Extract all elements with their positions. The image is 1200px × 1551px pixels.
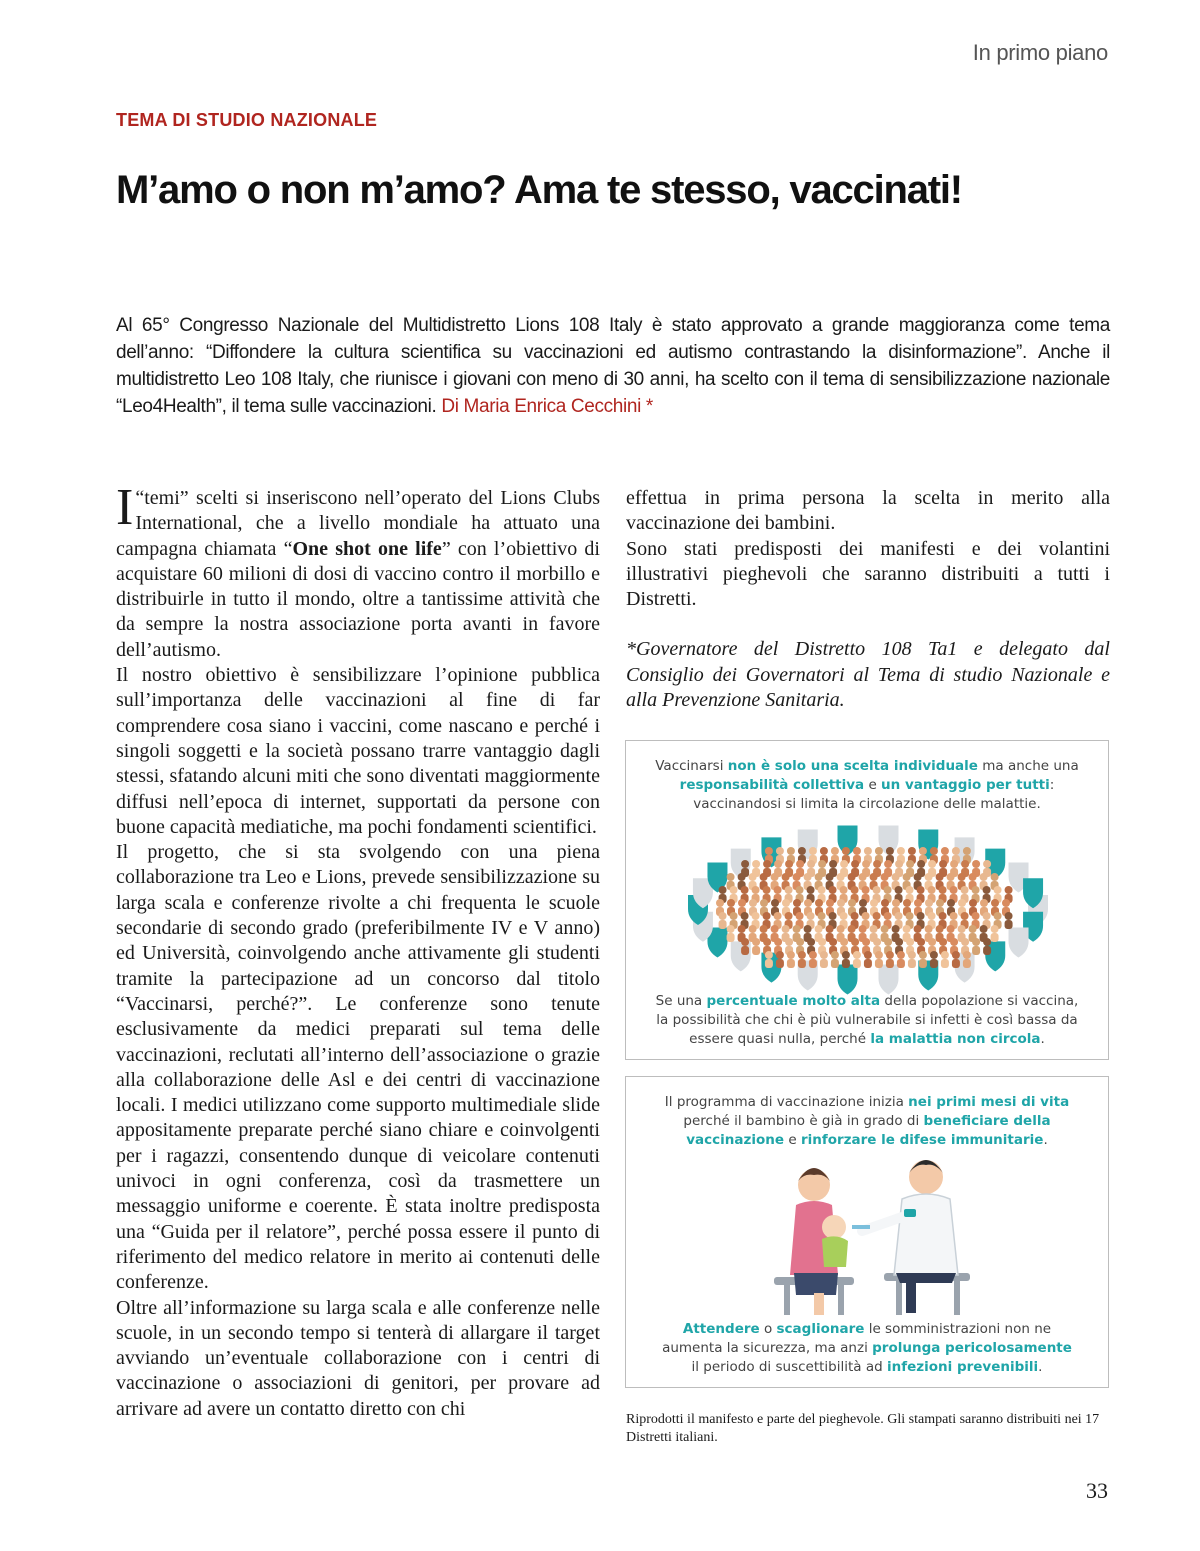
shield-icon <box>731 941 751 971</box>
poster-manifesto <box>625 740 1109 1060</box>
drop-cap: I <box>116 479 134 536</box>
stethoscope <box>904 1209 916 1217</box>
article-column-right <box>626 486 1110 713</box>
crowd-person <box>908 951 916 968</box>
article-title: M’amo o non m’amo? Ama te stesso, vaccinati! <box>116 168 962 212</box>
page-number: 33 <box>1086 1478 1108 1503</box>
paragraph-3: Il progetto, che si sta svolgendo con una piena collaborazione tra Leo e Lions, prevede sensibilizzazione su larga scala e conferenze rivolte a chi frequenta le scuole secondarie di secondo grado (preferibilmente IV e V anno) ed Università, coinvolgendo anche attivamente gli studenti tramite la partecipazione ad un concorso dal titolo “Vaccinarsi, perché?”. Le conferenze sono tenute esclusivamente da medici preparati sul tema delle vaccinazioni, reclutati all’interno dell’associazione o grazie alla collaborazione delle Asl e dei centri di vaccinazione locali. I medici utilizzano come supporto multimediale slide appositamente preparate perché siano chiare e coinvolgenti per i ragazzi, consentendo dunque di veicolare contenuti univoci in ogni conferenza, così da trasmettere un messaggio uniforme e coerente. È stata inoltre predisposta una “Guida per il relatore”, perché possa essere il punto di riferimento del medico relatore in merito ai contenuti delle conferenze. <box>116 841 600 1294</box>
crowd-person <box>941 951 949 968</box>
paragraph-4-continued: effettua in prima persona la scelta in merito alla vaccinazione dei bambini. <box>626 487 1110 535</box>
crowd-person <box>930 951 938 968</box>
crowd-person <box>798 951 806 968</box>
shield-icon <box>838 964 858 994</box>
paragraph-1 <box>116 479 600 663</box>
crowd-person <box>864 951 872 968</box>
poster-1-top-text: Vaccinarsi non è solo una scelta individuale ma anche una responsabilità collettiva e un vantaggio per tutti: vaccinandosi si limita la circolazione delle malattie. <box>655 758 1079 812</box>
syringe <box>852 1225 870 1229</box>
crowd-person <box>719 912 727 929</box>
crowd-person <box>853 951 861 968</box>
crowd-person <box>809 951 817 968</box>
crowd-person <box>831 951 839 968</box>
paragraph-5: Sono stati predisposti dei manifesti e dei volantini illustrativi pieghevoli che saranno distribuiti a tutti i Distretti. <box>626 537 1110 611</box>
article-kicker: TEMA DI STUDIO NAZIONALE <box>116 110 378 130</box>
article-column-left <box>116 479 600 1422</box>
baby-body <box>822 1236 848 1267</box>
crowd-person <box>787 951 795 968</box>
article-lead <box>116 312 1110 420</box>
author-note: *Governatore del Distretto 108 Ta1 e delegato dal Consiglio dei Governatori al Tema di studio Nazionale e alla Prevenzione Sanitaria. <box>626 638 1110 712</box>
figure-caption: Riprodotti il manifesto e parte del pieghevole. Gli stampati saranno distribuiti nei 17 Distretti italiani. <box>626 1412 1100 1445</box>
paragraph-4: Oltre all’informazione su larga scala e alle conferenze nelle scuole, in un secondo tempo si tenterà di allargare il target avviando un’eventuale collaborazione con i centri di vaccinazione o associazioni di genitori, per provare ad arrivare ad avere un contatto diretto con chi <box>116 1296 600 1420</box>
crowd-person <box>919 951 927 968</box>
poster-2-bottom-text: Attendere o scaglionare le somministrazioni non ne aumenta la sicurezza, ma anzi prolunga pericolosamente il periodo di suscettibilità ad infezioni prevenibili. <box>662 1321 1072 1375</box>
crowd-person <box>875 951 883 968</box>
paragraph-1-text-b: ” con l’obiettivo di acquistare 60 milioni di dosi di vaccino contro il morbillo e distribuirle in tutto il mondo, oltre a tantissime attività che da sempre la nostra associazione porta avanti in favore dell’autismo. <box>116 537 600 661</box>
lead-text: Al 65° Congresso Nazionale del Multidistretto Lions 108 Italy è stato approvato a grande maggioranza come tema dell’anno: “Diffondere la cultura scientifica su vaccinazioni ed autismo contrastando la disinformazione”. Anche il multidistretto Leo 108 Italy, che riunisce i giovani con meno di 30 anni, ha scelto con il tema di sensibilizzazione nazionale “Leo4Health”, il tema sulle vaccinazioni. <box>116 315 1110 417</box>
campaign-name: One shot one life <box>292 537 442 560</box>
crowd-person <box>1005 912 1013 929</box>
author-byline: Di Maria Enrica Cecchini * <box>441 396 653 417</box>
crowd-person <box>991 925 999 942</box>
shield-icon <box>1009 928 1029 958</box>
crowd-person <box>752 938 760 955</box>
doctor-coat <box>894 1194 958 1275</box>
section-label: In primo piano <box>972 40 1108 65</box>
crowd-person <box>972 938 980 955</box>
crowd-person <box>842 951 850 968</box>
shield-icon <box>985 941 1005 971</box>
paragraph-1-text-a: “temi” scelti si inseriscono nell’operato del Lions Clubs International, che a livello mondiale ha attuato una campagna chiamata “ <box>116 487 600 560</box>
poster-1-bottom-text: Se una percentuale molto alta della popolazione si vaccina, la possibilità che chi è più vulnerabile si infetti è così bassa da essere quasi nulla, perché la malattia non circola. <box>655 993 1079 1047</box>
paragraph-2: Il nostro obiettivo è sensibilizzare l’opinione pubblica sull’importanza delle vaccinazioni al fine di far comprendere cosa siano i vaccini, come nascano e perché i singoli soggetti e la società possano trarre vantaggio dagli stessi, sfatando alcuni miti che sono diventati maggiormente diffusi nell’epoca di internet, supportati da persone con buone capacità mediatiche, ma pochi fondamenti scientifici. <box>116 664 600 838</box>
doctor-head <box>909 1160 943 1194</box>
crowd-person <box>886 951 894 968</box>
shield-icon <box>878 964 898 994</box>
crowd-person <box>897 951 905 968</box>
poster-leaflet <box>625 1076 1109 1388</box>
crowd-person <box>727 925 735 942</box>
poster-2-top-text: Il programma di vaccinazione inizia nei primi mesi di vita perché il bambino è già in grado di beneficiare della vaccinazione e rinforzare le difese immunitarie. <box>664 1094 1070 1148</box>
crowd-person <box>820 951 828 968</box>
baby-head <box>822 1215 846 1239</box>
